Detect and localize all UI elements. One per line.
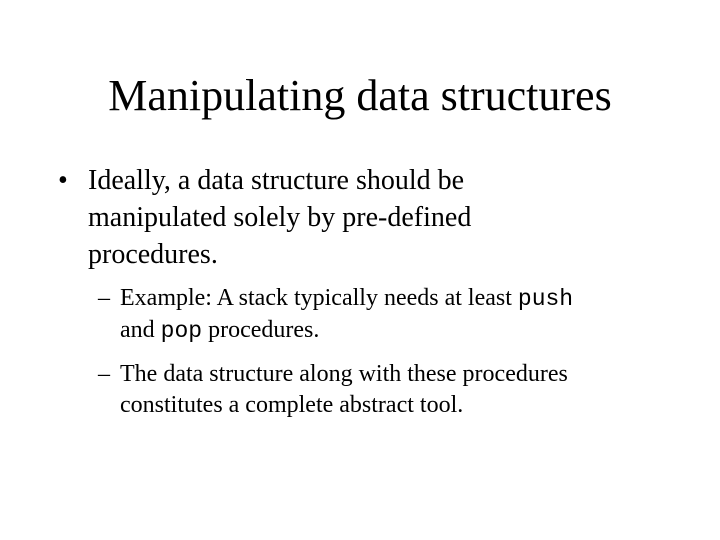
main-bullet-line-3: procedures.	[88, 239, 218, 270]
slide-title: Manipulating data structures	[108, 71, 612, 120]
subpoint-example-line-2	[120, 315, 698, 347]
push-code: push	[517, 286, 574, 312]
main-bullet-line-2: manipulated solely by pre-defined	[88, 202, 472, 233]
subpoint-example-line-1	[120, 283, 698, 315]
subpoint-abstract-tool-line-2: constitutes a complete abstract tool.	[120, 392, 464, 418]
pop-code: pop	[160, 318, 203, 344]
example-text: Example: A stack typically needs at least	[120, 285, 518, 311]
dash-marker: –	[98, 285, 110, 311]
procedures-text: procedures.	[202, 317, 320, 343]
subpoint-abstract-tool-text	[120, 359, 698, 421]
subpoint-abstract-tool	[98, 359, 698, 421]
main-bullet-text	[88, 162, 678, 273]
bullet-marker: •	[58, 165, 68, 196]
subpoint-example-text	[120, 283, 698, 347]
main-bullet	[58, 162, 678, 273]
main-bullet-line-1: Ideally, a data structure should be	[88, 165, 465, 196]
subpoint-abstract-tool-line-1: The data structure along with these procedures	[120, 361, 568, 387]
subpoint-example	[98, 283, 698, 347]
and-text: and	[120, 317, 161, 343]
dash-marker: –	[98, 361, 110, 387]
